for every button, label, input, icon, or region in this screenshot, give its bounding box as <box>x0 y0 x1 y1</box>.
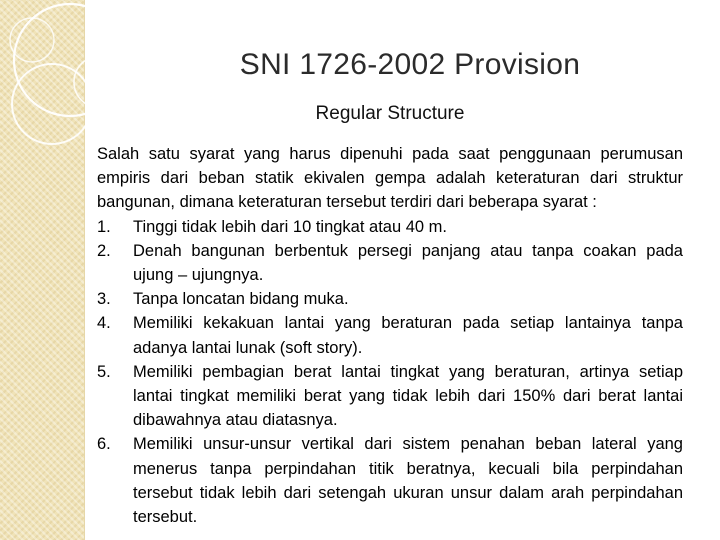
list-item-number: 5. <box>97 362 111 381</box>
list-item-text: Memiliki kekakuan lantai yang beraturan pada setiap lantainya tanpa adanya lantai lunak (soft story). <box>133 314 683 357</box>
list-item <box>97 215 683 239</box>
intro-paragraph: Salah satu syarat yang harus dipenuhi pada saat penggunaan perumusan empiris dari beban statik ekivalen gempa adalah keteraturan dari struktur bangunan, dimana keteraturan tersebut terdiri dari beberapa syarat : <box>97 145 683 212</box>
list-item-number: 2. <box>97 241 111 260</box>
slide-title: SNI 1726-2002 Provision <box>239 48 581 81</box>
list-item <box>97 311 683 359</box>
list-item-text: Tinggi tidak lebih dari 10 tingkat atau 40 m. <box>133 217 447 236</box>
requirements-list <box>97 215 683 530</box>
list-item-text: Memiliki unsur-unsur vertikal dari sistem penahan beban lateral yang menerus tanpa perpindahan titik beratnya, kecuali bila perpindahan tersebut tidak lebih dari setengah ukuran unsur dalam arah perpindahan tersebut. <box>133 435 683 527</box>
list-item <box>97 239 683 287</box>
list-item-number: 1. <box>97 217 111 236</box>
list-item-text: Tanpa loncatan bidang muka. <box>133 290 349 309</box>
slide-subtitle: Regular Structure <box>315 103 465 124</box>
list-item <box>97 360 683 433</box>
list-item-text: Denah bangunan berbentuk persegi panjang atau tanpa coakan pada ujung – ujungnya. <box>133 241 683 285</box>
list-item <box>97 432 683 529</box>
list-item <box>97 287 683 311</box>
list-item-number: 3. <box>97 290 111 309</box>
list-item-number: 6. <box>97 435 111 454</box>
slide-body <box>97 142 683 529</box>
list-item-number: 4. <box>97 314 111 333</box>
list-item-text: Memiliki pembagian berat lantai tingkat yang beraturan, artinya setiap lantai tingkat memiliki berat yang tidak lebih dari 150% dari berat lantai dibawahnya atau diatasnya. <box>133 362 683 430</box>
